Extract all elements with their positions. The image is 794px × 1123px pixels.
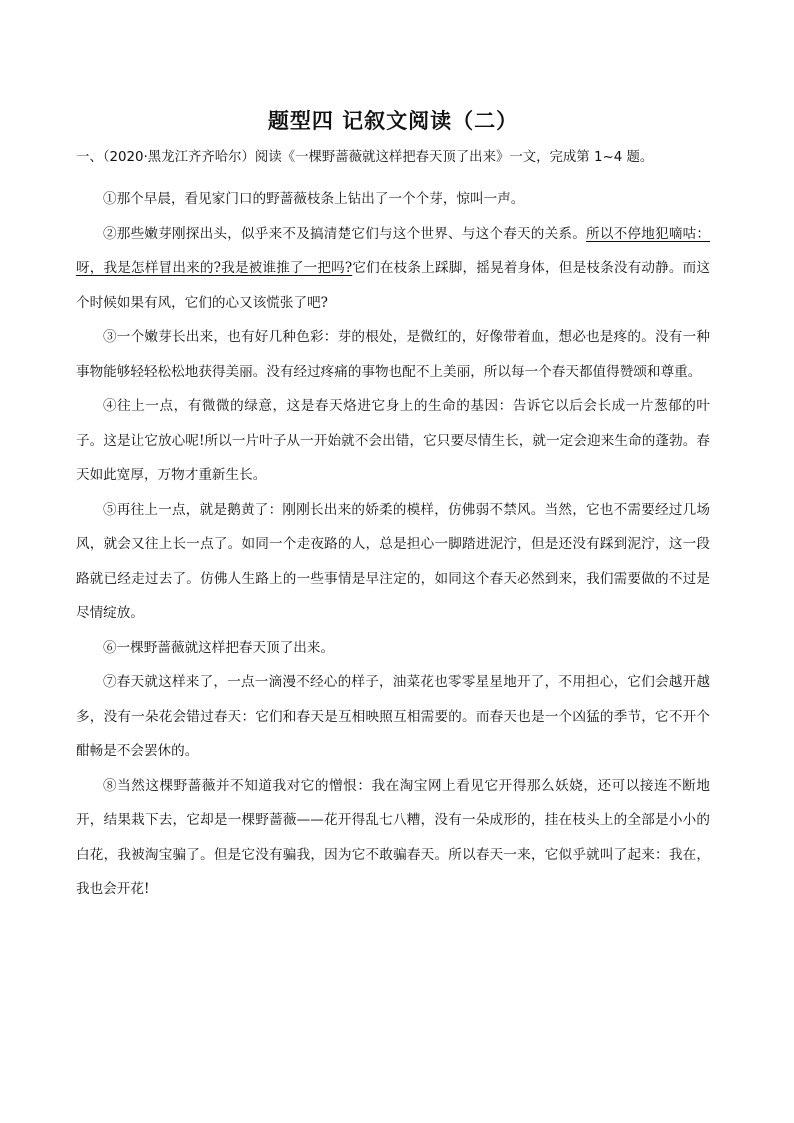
paragraph-7: ⑦春天就这样来了，一点一滴漫不经心的样子，油菜花也零零星星地开了，不用担心，它们会越开越多，没有一朵花会错过春天：它们和春天是互相映照互相需要的。而春天也是一个凶猛的季节，它不开个酣畅是不会罢休的。 [76, 674, 710, 759]
paragraph-2-tail: 它们在枝条上踩脚，摇晃着身体，但是枝条没有动静。而这个时候如果有风，它们的心又该慌张了吧? [76, 260, 711, 311]
paragraph-3: ③一个嫩芽长出来，也有好几种色彩：芽的根处，是微红的，好像带着血，想必也是疼的。没有一种事物能够轻轻松松地获得美丽。没有经过疼痛的事物也配不上美丽，所以每一个春天都值得赞颂和尊重。 [76, 329, 710, 380]
paragraph-5: ⑤再往上一点，就是鹅黄了：刚刚长出来的娇柔的模样，仿佛弱不禁风。当然，它也不需要经过几场风，就会又往上长一点了。如同一个走夜路的人，总是担心一脚踏进泥泞，但是还没有踩到泥泞，这一段路就已经走过去了。仿佛人生路上的一些事情是早注定的，如同这个春天必然到来，我们需要做的不过是尽情绽放。 [76, 501, 710, 621]
paragraph-1: ①那个早晨，看见家门口的野蔷薇枝条上钻出了一个个芽，惊叫一声。 [103, 191, 525, 207]
paragraph-4: ④往上一点，有微微的绿意，这是春天烙进它身上的生命的基因：告诉它以后会长成一片葱郁的叶子。这是让它放心呢!所以一片叶子从一开始就不会出错，它只要尽情生长，就一定会迎来生命的蓬勃。春天如此宽厚，万物才重新生长。 [76, 398, 710, 483]
underlined-sentence: 所以不停地犯嘀咕：呀，我是怎样冒出来的?我是被谁推了一把吗? [76, 225, 711, 276]
document-title: 题型四 记叙文阅读（二） [267, 108, 519, 133]
paragraph-2 [76, 217, 710, 321]
question-prompt: 一、（2020·黑龙江齐齐哈尔）阅读《一棵野蔷薇就这样把春天顶了出来》一文，完成第 1~4 题。 [76, 150, 654, 165]
paragraph-8: ⑧当然这棵野蔷薇并不知道我对它的憎恨：我在淘宝网上看见它开得那么妖娆，还可以接连不断地开，结果栽下去，它却是一棵野蔷薇——花开得乱七八糟，没有一朵成形的，挂在枝头上的全部是小小的白花，我被淘宝骗了。但是它没有骗我，因为它不敢骗春天。所以春天一来，它似乎就叫了起来：我在，我也会开花! [76, 777, 710, 897]
paragraph-2-lead: ②那些嫩芽刚探出头，似乎来不及搞清楚它们与这个世界、与这个春天的关系。 [103, 225, 587, 242]
paragraph-6: ⑥一棵野蔷薇就这样把春天顶了出来。 [103, 639, 335, 656]
